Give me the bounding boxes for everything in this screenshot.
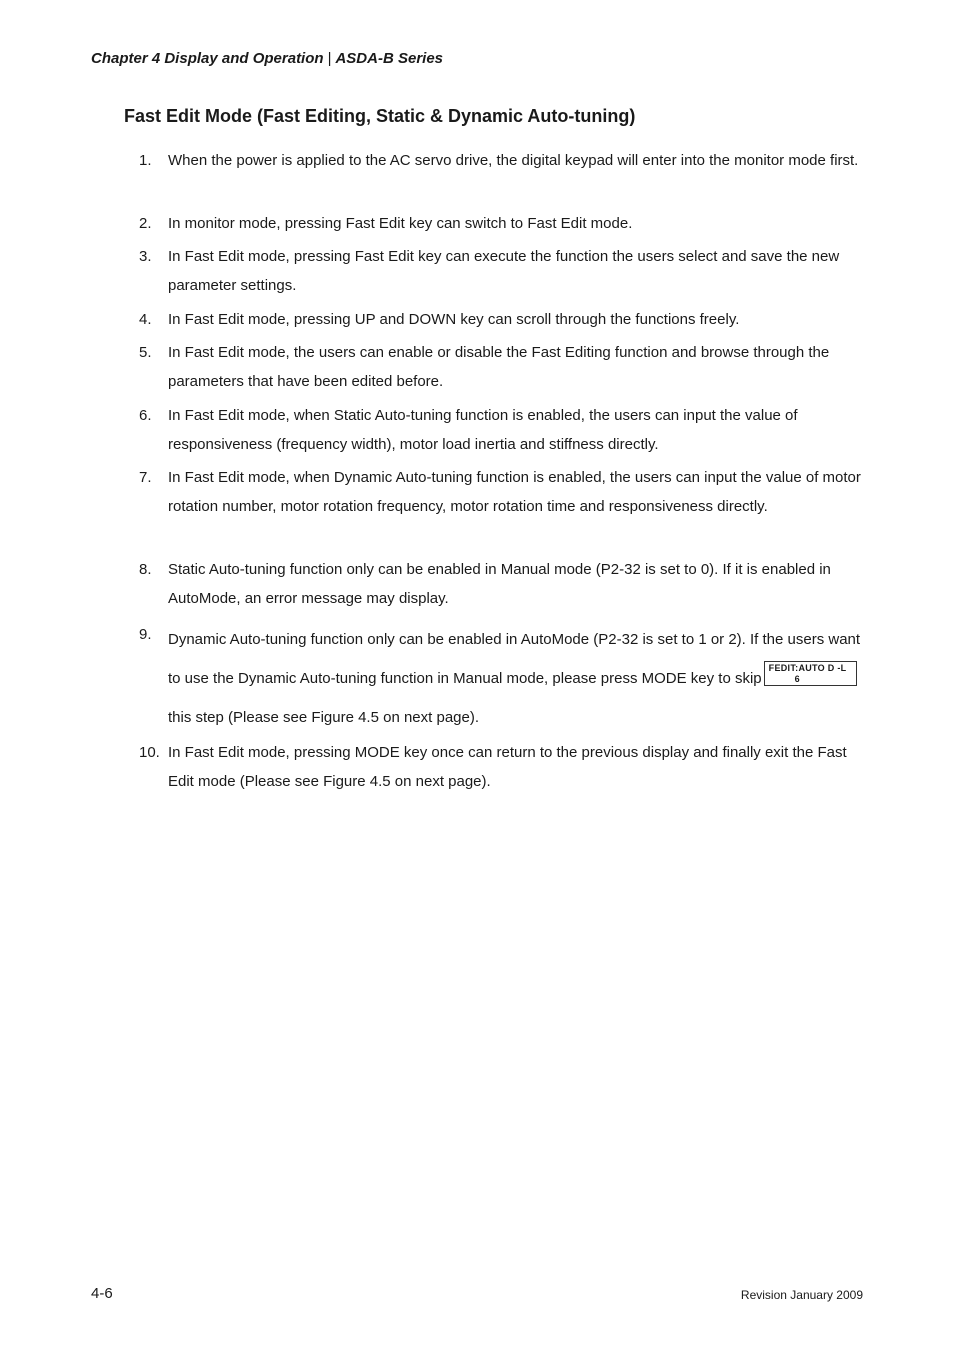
list-item-text: Static Auto-tuning function only can be enabled in Manual mode (P2-32 is set to 0). If it is enabled in AutoMode, an error message may display. (168, 561, 831, 607)
keypad-display-line2: 6 (794, 674, 800, 684)
list-item (139, 738, 874, 796)
list-item-number: 1. (139, 152, 152, 169)
list-item-text: In Fast Edit mode, pressing Fast Edit key can execute the function the users select and save the new parameter settings. (168, 248, 840, 294)
keypad-display-icon (764, 661, 857, 686)
list-item-number: 5. (139, 344, 152, 361)
section-title: Fast Edit Mode (Fast Editing, Static & Dynamic Auto-tuning) (124, 106, 636, 126)
list-item (139, 305, 874, 334)
list-item-number: 4. (139, 311, 152, 328)
list-item (139, 555, 874, 613)
page-number: 4-6 (91, 1285, 113, 1302)
list-item-number: 9. (139, 626, 152, 643)
list-item-text: In Fast Edit mode, pressing UP and DOWN key can scroll through the functions freely. (168, 311, 740, 328)
list-item-number: 8. (139, 561, 152, 578)
list-item (139, 401, 874, 459)
list-item-text: In Fast Edit mode, when Static Auto-tuning function is enabled, the users can input the value of responsiveness (frequency width), motor load inertia and stiffness directly. (168, 407, 798, 453)
list-item-text (168, 620, 874, 737)
list-item (139, 338, 874, 396)
list-item (139, 620, 874, 737)
list-item-text-after: this step (Please see Figure 4.5 on next page). (168, 709, 480, 726)
revision-note: Revision January 2009 (740, 1288, 863, 1302)
list-item-text-before: Dynamic Auto-tuning function only can be enabled in AutoMode (P2-32 is set to 1 or 2). If the users want to use the Dynamic Auto-tuning function in Manual mode, please press MODE key to skip (168, 631, 861, 687)
list-item-text: In Fast Edit mode, the users can enable or disable the Fast Editing function and browse through the parameters that have been edited before. (168, 344, 830, 390)
list-item-text: In monitor mode, pressing Fast Edit key can switch to Fast Edit mode. (168, 215, 633, 232)
list-item-number: 3. (139, 248, 152, 265)
list-item-number: 6. (139, 407, 152, 424)
list-item (139, 146, 874, 175)
list-item (139, 209, 874, 238)
series-name: ASDA-B Series (335, 50, 444, 67)
header-separator: | (327, 50, 332, 67)
list-item-text: When the power is applied to the AC servo drive, the digital keypad will enter into the monitor mode first. (168, 152, 859, 169)
list-item-number: 2. (139, 215, 152, 232)
list-item (139, 242, 874, 300)
list-item-text: In Fast Edit mode, when Dynamic Auto-tuning function is enabled, the users can input the value of motor rotation number, motor rotation frequency, motor rotation time and responsiveness directly. (168, 469, 861, 515)
page-header (91, 50, 443, 67)
list-item (139, 463, 874, 521)
list-item-text: In Fast Edit mode, pressing MODE key once can return to the previous display and finally exit the Fast Edit mode (Please see Figure 4.5 on next page). (168, 744, 847, 790)
keypad-display-line1: FEDIT:AUTO D -L (768, 663, 847, 673)
chapter-title: Chapter 4 Display and Operation (91, 50, 324, 67)
list-item-number: 10. (139, 744, 160, 761)
list-item-number: 7. (139, 469, 152, 486)
